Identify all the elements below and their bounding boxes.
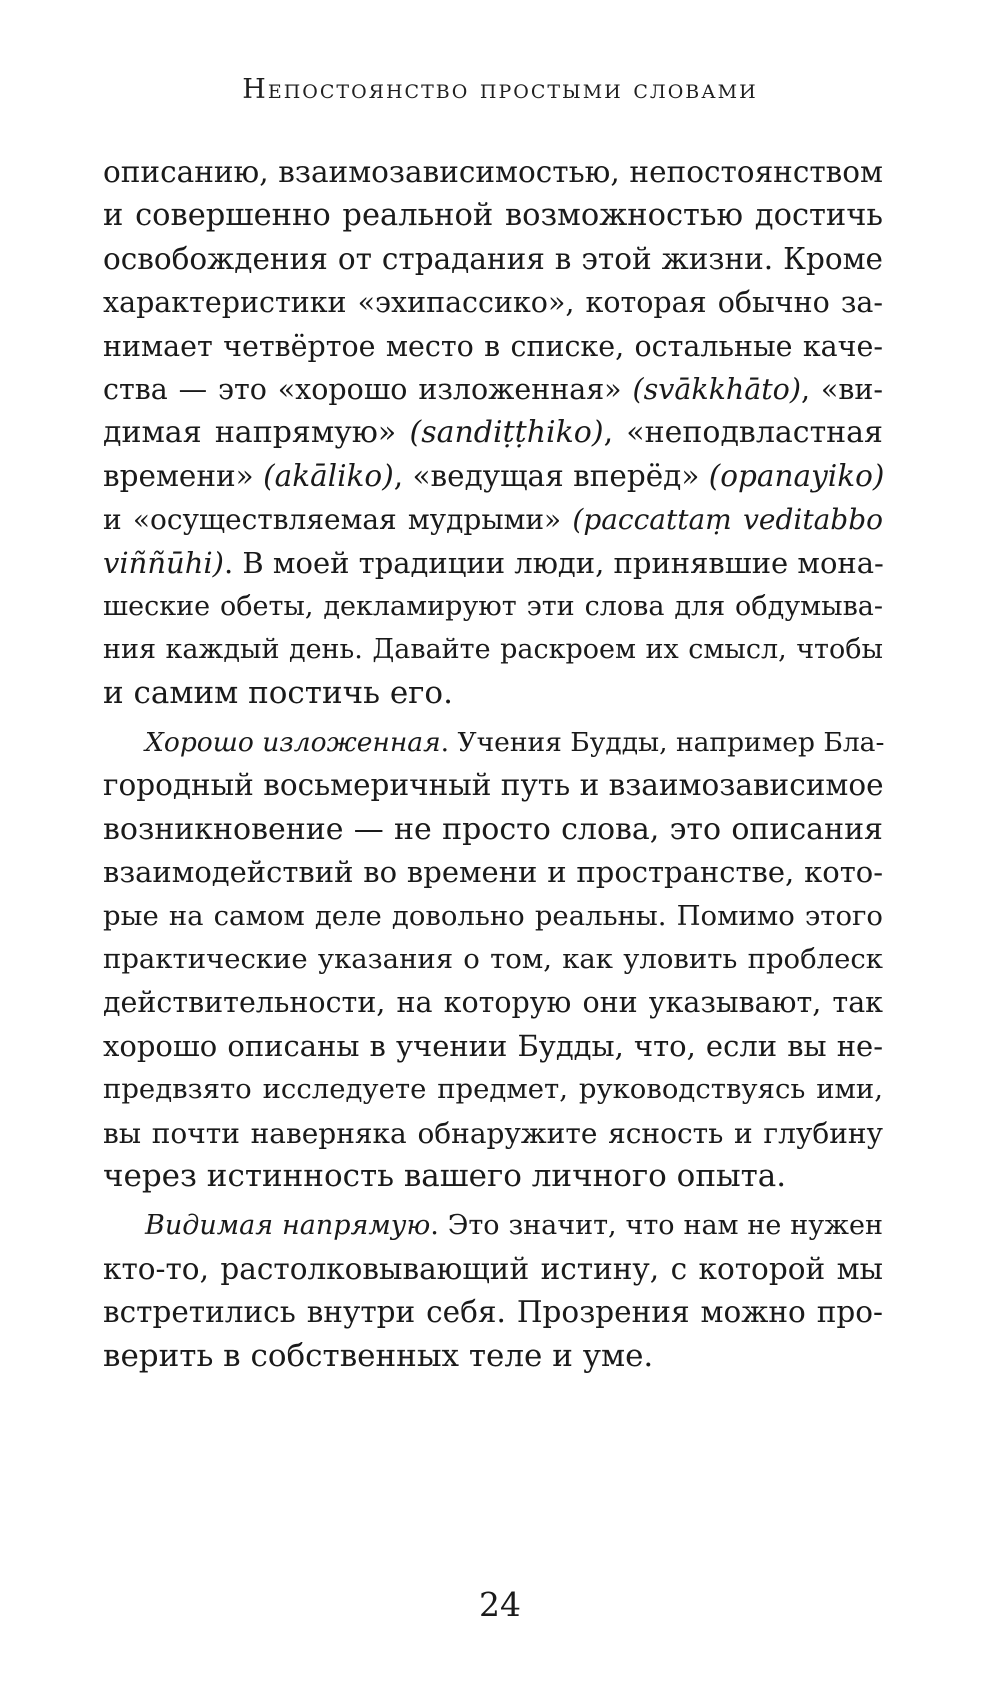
pali-term: (paccattaṃ veditabbo: [572, 503, 883, 537]
pali-term: (opanayiko): [708, 458, 885, 493]
text-line: предвзято исследуете предмет, руководствуясь ими,: [103, 1073, 883, 1106]
text-line: [103, 498, 883, 541]
text-line: описанию, взаимозависимостью, непостоянством: [103, 155, 883, 189]
text-line: возникновение — не просто слова, это описания: [103, 811, 883, 847]
text-segment: , «неподвластная: [603, 415, 883, 451]
text-segment: . В моей традиции люди, принявшие мона-: [223, 545, 884, 580]
text-line: характеристики «эхипассико», которая обычно за-: [103, 286, 883, 320]
section-term: Видимая напрямую: [145, 1210, 431, 1242]
text-segment: . Учения Будды, например Бла-: [440, 727, 885, 759]
text-line: вы почти наверняка обнаружите ясность и глубину: [103, 1116, 883, 1150]
text-segment: , «ви-: [800, 372, 883, 406]
running-head: Непостоянство простыми словами: [242, 74, 758, 105]
pali-term: (akāliko): [263, 458, 394, 493]
pali-term: (sandiṭṭhiko): [409, 415, 604, 451]
page-number: 24: [479, 1585, 521, 1624]
text-line: [103, 455, 883, 498]
text-line: хорошо описаны в учении Будды, что, если вы не-: [103, 1028, 883, 1063]
text-line: кто-то, растолковывающий истину, с которой мы: [103, 1251, 883, 1286]
text-line: встретились внутри себя. Прозрения можно про-: [103, 1295, 883, 1330]
text-line: [103, 411, 883, 454]
text-segment: . Это значит, что нам не нужен: [430, 1210, 883, 1242]
text-line: через истинность вашего личного опыта.: [103, 1157, 787, 1194]
text-line: и совершенно реальной возможностью достичь: [103, 198, 883, 234]
pali-term: (svākkhāto): [632, 372, 801, 406]
text-line: шеские обеты, декламируют эти слова для обдумыва-: [103, 590, 883, 622]
text-segment: и «осуществляемая мудрыми»: [103, 503, 562, 537]
text-line: верить в собственных теле и уме.: [103, 1337, 654, 1374]
text-line: рые на самом деле довольно реальны. Помимо этого: [103, 899, 883, 932]
text-segment: димая напрямую»: [103, 415, 397, 451]
text-line: практические указания о том, как уловить проблеск: [103, 943, 883, 976]
text-line: и самим постичь его.: [103, 674, 453, 711]
text-segment: ства — это «хорошо изложенная»: [103, 372, 622, 406]
text-line: [103, 721, 883, 764]
text-line: освобождения от страдания в этой жизни. Кроме: [103, 241, 883, 276]
text-line: взаимодействий во времени и пространстве, кото-: [103, 855, 883, 890]
text-line: [103, 1204, 883, 1247]
text-line: [103, 368, 883, 411]
text-segment: времени»: [103, 458, 254, 493]
text-segment: , «ведущая вперёд»: [393, 458, 700, 493]
text-line: действительности, на которую они указывают, так: [103, 986, 883, 1020]
text-line: ния каждый день. Давайте раскроем их смысл, чтобы: [103, 634, 883, 666]
body-text: [103, 151, 883, 1378]
text-line: [103, 542, 883, 585]
text-line: городный восьмеричный путь и взаимозависимое: [103, 768, 884, 803]
text-line: нимает четвёртое место в списке, остальные каче-: [103, 329, 883, 363]
section-term: Хорошо изложенная: [145, 727, 441, 759]
pali-term: viññūhi): [103, 545, 224, 580]
